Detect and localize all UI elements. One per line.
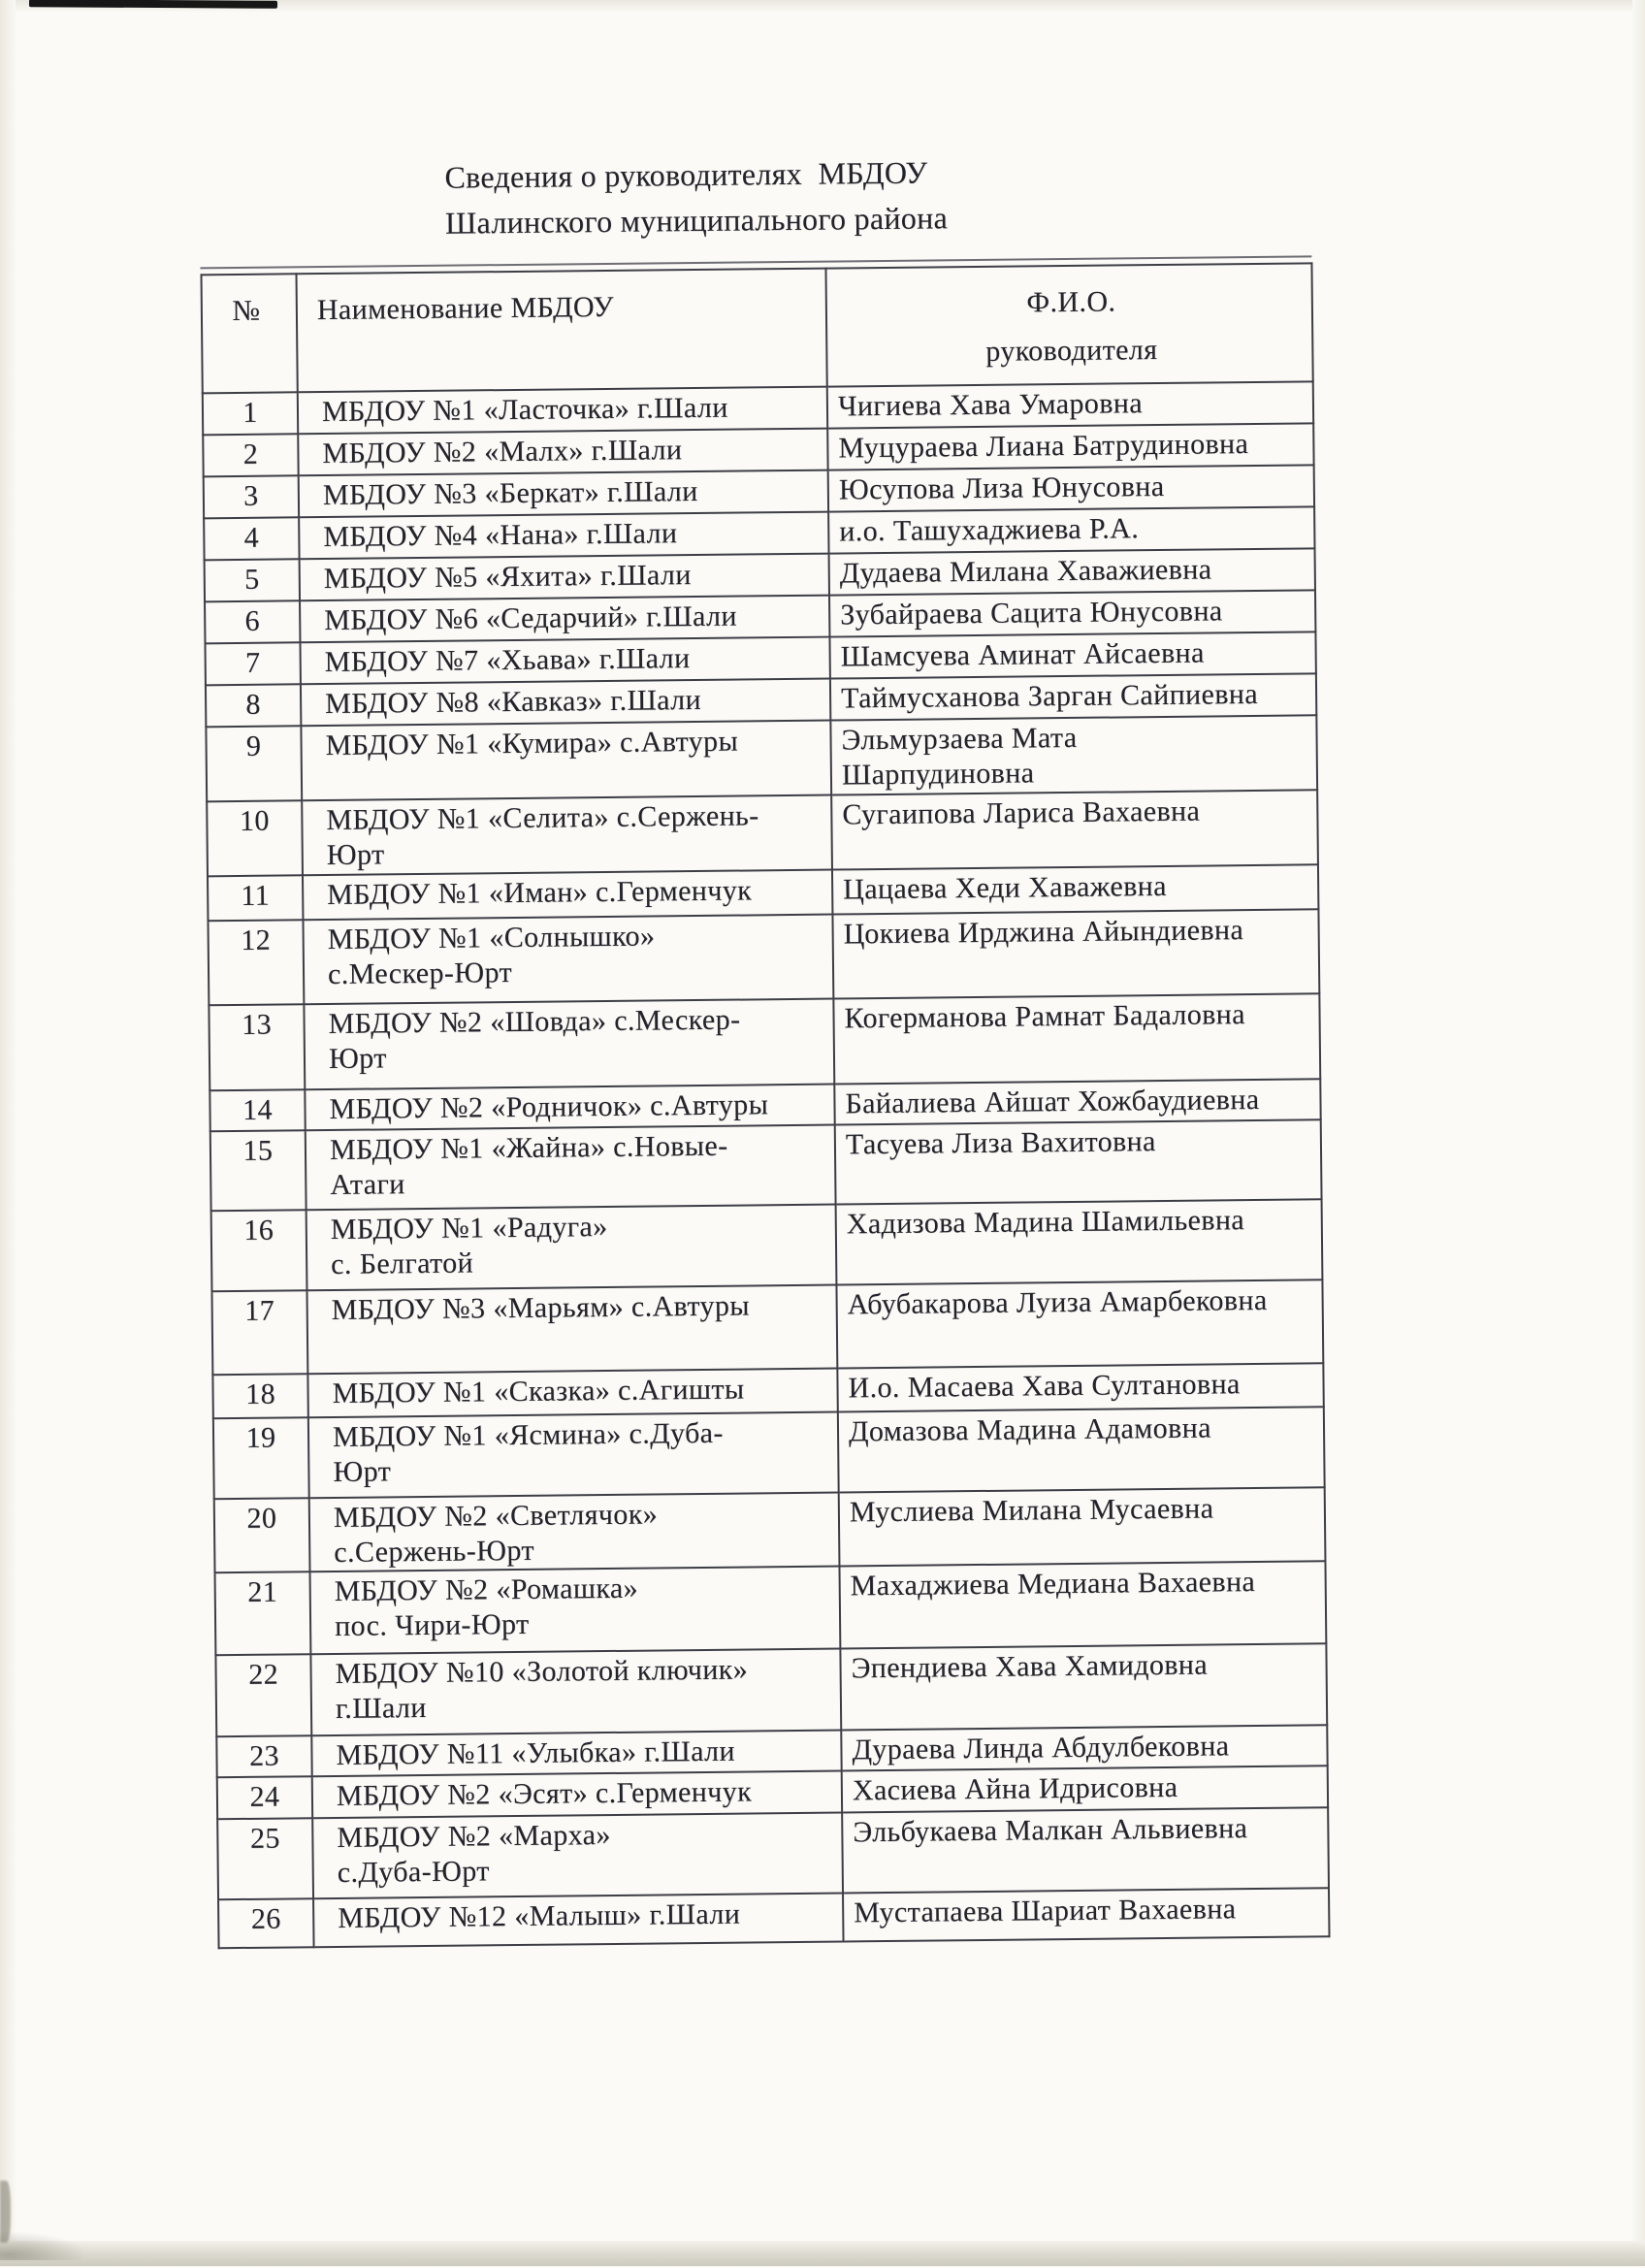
row-number: 25 bbox=[217, 1818, 313, 1899]
table-row bbox=[215, 1643, 1327, 1736]
director-name-cell: и.о. Ташухаджиева Р.А. bbox=[828, 506, 1314, 553]
row-number: 5 bbox=[205, 559, 300, 601]
director-name-cell: Сугаипова Лариса Вахаевна bbox=[831, 790, 1318, 869]
mbdou-name-cell: МБДОУ №1 «Ласточка» г.Шали bbox=[298, 387, 827, 435]
table-row bbox=[213, 1407, 1325, 1499]
director-name-cell: Зубайраева Сацита Юнусовна bbox=[829, 590, 1315, 636]
table-header-row bbox=[202, 263, 1313, 393]
director-name-cell: Махаджиева Медиана Вахаевна bbox=[839, 1561, 1326, 1648]
row-number: 12 bbox=[208, 920, 304, 1005]
header-director-fio-column: Ф.И.О. руководителя bbox=[825, 263, 1312, 386]
table-row bbox=[217, 1807, 1329, 1899]
director-name-cell: Эльбукаева Малкан Альвиевна bbox=[842, 1807, 1329, 1893]
mbdou-name-cell: МБДОУ №1 «Ясмина» с.Дуба- Юрт bbox=[308, 1412, 839, 1499]
mbdou-name-cell: МБДОУ №4 «Нана» г.Шали bbox=[299, 512, 828, 560]
mbdou-name-cell: МБДОУ №2 «Марха» с.Дуба-Юрт bbox=[312, 1813, 843, 1899]
row-number: 23 bbox=[216, 1735, 311, 1777]
row-number: 6 bbox=[205, 600, 300, 643]
directors-table bbox=[200, 262, 1330, 1949]
mbdou-name-cell: МБДОУ №5 «Яхита» г.Шали bbox=[300, 554, 829, 601]
row-number: 9 bbox=[206, 726, 302, 801]
mbdou-name-cell: МБДОУ №1 «Сказка» с.Агишты bbox=[307, 1369, 837, 1418]
row-number: 18 bbox=[212, 1374, 307, 1418]
row-number: 2 bbox=[203, 434, 298, 476]
mbdou-name-cell: МБДОУ №1 «Жайна» с.Новые- Атаги bbox=[306, 1125, 836, 1211]
director-name-cell: Домазова Мадина Адамовна bbox=[838, 1407, 1325, 1492]
table-row bbox=[218, 1888, 1329, 1948]
director-name-cell: Мустапаева Шариат Вахаевна bbox=[843, 1888, 1329, 1941]
mbdou-name-cell: МБДОУ №10 «Золотой ключик» г.Шали bbox=[310, 1649, 841, 1736]
director-name-cell: Байалиева Айшат Хожбаудиевна bbox=[834, 1079, 1320, 1124]
mbdou-name-cell: МБДОУ №2 «Шовда» с.Мескер- Юрт bbox=[304, 999, 834, 1090]
director-name-cell: Эпендиева Хава Хамидовна bbox=[840, 1643, 1327, 1730]
mbdou-name-cell: МБДОУ №3 «Беркат» г.Шали bbox=[299, 470, 828, 518]
row-number: 24 bbox=[217, 1776, 312, 1819]
director-name-cell: Муцураева Лиана Батрудиновна bbox=[827, 423, 1313, 470]
mbdou-name-cell: МБДОУ №2 «Родничок» с.Автуры bbox=[305, 1085, 834, 1131]
mbdou-name-cell: МБДОУ №1 «Иман» с.Герменчук bbox=[303, 870, 832, 921]
table-body bbox=[203, 381, 1330, 1948]
row-number: 19 bbox=[213, 1417, 309, 1499]
director-name-cell: Таймусханова Зарган Сайпиевна bbox=[830, 673, 1316, 720]
row-number: 21 bbox=[215, 1571, 311, 1655]
mbdou-name-cell: МБДОУ №7 «Хьава» г.Шали bbox=[300, 637, 829, 685]
director-name-cell: Шамсуева Аминат Айсаевна bbox=[829, 632, 1315, 678]
director-name-cell: Эльмурзаева Мата Шарпудиновна bbox=[830, 715, 1317, 794]
director-name-cell: Тасуева Лиза Вахитовна bbox=[835, 1119, 1322, 1204]
director-name-cell: Цацаева Хеди Хаважевна bbox=[832, 864, 1318, 914]
director-name-cell: И.о. Масаева Хава Султановна bbox=[837, 1363, 1323, 1411]
director-name-cell: Хасиева Айна Идрисовна bbox=[842, 1766, 1328, 1812]
row-number: 14 bbox=[210, 1089, 305, 1131]
table-row bbox=[208, 909, 1319, 1005]
table-row bbox=[214, 1487, 1326, 1572]
mbdou-name-cell: МБДОУ №1 «Радуга» с. Белгатой bbox=[306, 1205, 837, 1291]
table-row bbox=[215, 1561, 1327, 1655]
row-number: 17 bbox=[211, 1290, 307, 1375]
mbdou-name-cell: МБДОУ №6 «Седарчий» г.Шали bbox=[300, 596, 829, 643]
table-row bbox=[209, 993, 1320, 1090]
row-number: 26 bbox=[218, 1898, 314, 1948]
row-number: 20 bbox=[214, 1498, 310, 1572]
mbdou-name-cell: МБДОУ №1 «Селита» с.Сержень- Юрт bbox=[302, 795, 832, 876]
row-number: 7 bbox=[205, 642, 300, 685]
director-name-cell: Юсупова Лиза Юнусовна bbox=[828, 465, 1314, 511]
page-title: Сведения о руководителях МБДОУ Шалинского муниципального района bbox=[444, 154, 949, 241]
mbdou-name-cell: МБДОУ №2 «Ромашка» пос. Чири-Юрт bbox=[310, 1567, 841, 1655]
row-number: 3 bbox=[204, 475, 299, 518]
row-number: 4 bbox=[204, 517, 299, 560]
director-name-cell: Дураева Линда Абдулбековна bbox=[841, 1725, 1327, 1770]
row-number: 11 bbox=[208, 875, 303, 921]
row-number: 22 bbox=[215, 1654, 311, 1736]
mbdou-name-cell: МБДОУ №2 «Эсят» с.Герменчук bbox=[312, 1771, 842, 1819]
table-row bbox=[211, 1280, 1323, 1375]
mbdou-name-cell: МБДОУ №8 «Кавказ» г.Шали bbox=[301, 679, 830, 727]
table-row bbox=[207, 790, 1318, 876]
director-name-cell: Цокиева Ирджина Айындиевна bbox=[832, 909, 1319, 998]
director-name-cell: Абубакарова Луиза Амарбековна bbox=[836, 1280, 1323, 1368]
mbdou-name-cell: МБДОУ №12 «Малыш» г.Шали bbox=[313, 1894, 843, 1948]
director-name-cell: Чигиева Хава Умаровна bbox=[827, 381, 1313, 428]
mbdou-name-cell: МБДОУ №2 «Светлячок» с.Сержень-Юрт bbox=[309, 1493, 840, 1572]
table-row bbox=[210, 1119, 1322, 1211]
row-number: 16 bbox=[211, 1210, 307, 1291]
header-mbdou-name-column: Наименование МБДОУ bbox=[297, 269, 827, 393]
row-number: 1 bbox=[203, 392, 298, 435]
director-name-cell: Дудаева Милана Хаважиевна bbox=[829, 548, 1315, 595]
director-name-cell: Когерманова Рамнат Бадаловна bbox=[833, 993, 1320, 1084]
mbdou-name-cell: МБДОУ №3 «Марьям» с.Автуры bbox=[306, 1285, 837, 1375]
row-number: 8 bbox=[206, 684, 301, 727]
header-number-column: № bbox=[202, 274, 298, 393]
mbdou-name-cell: МБДОУ №1 «Кумира» с.Автуры bbox=[301, 721, 831, 801]
row-number: 15 bbox=[210, 1130, 306, 1211]
director-name-cell: Муслиева Милана Мусаевна bbox=[839, 1487, 1326, 1566]
table-row bbox=[211, 1199, 1323, 1291]
row-number: 13 bbox=[209, 1004, 305, 1090]
director-name-cell: Хадизова Мадина Шамильевна bbox=[836, 1199, 1323, 1284]
mbdou-name-cell: МБДОУ №2 «Малх» г.Шали bbox=[298, 429, 827, 476]
mbdou-name-cell: МБДОУ №1 «Солнышко» с.Мескер-Юрт bbox=[303, 915, 833, 1005]
table-row bbox=[206, 715, 1317, 801]
mbdou-name-cell: МБДОУ №11 «Улыбка» г.Шали bbox=[311, 1731, 841, 1777]
row-number: 10 bbox=[207, 800, 303, 876]
